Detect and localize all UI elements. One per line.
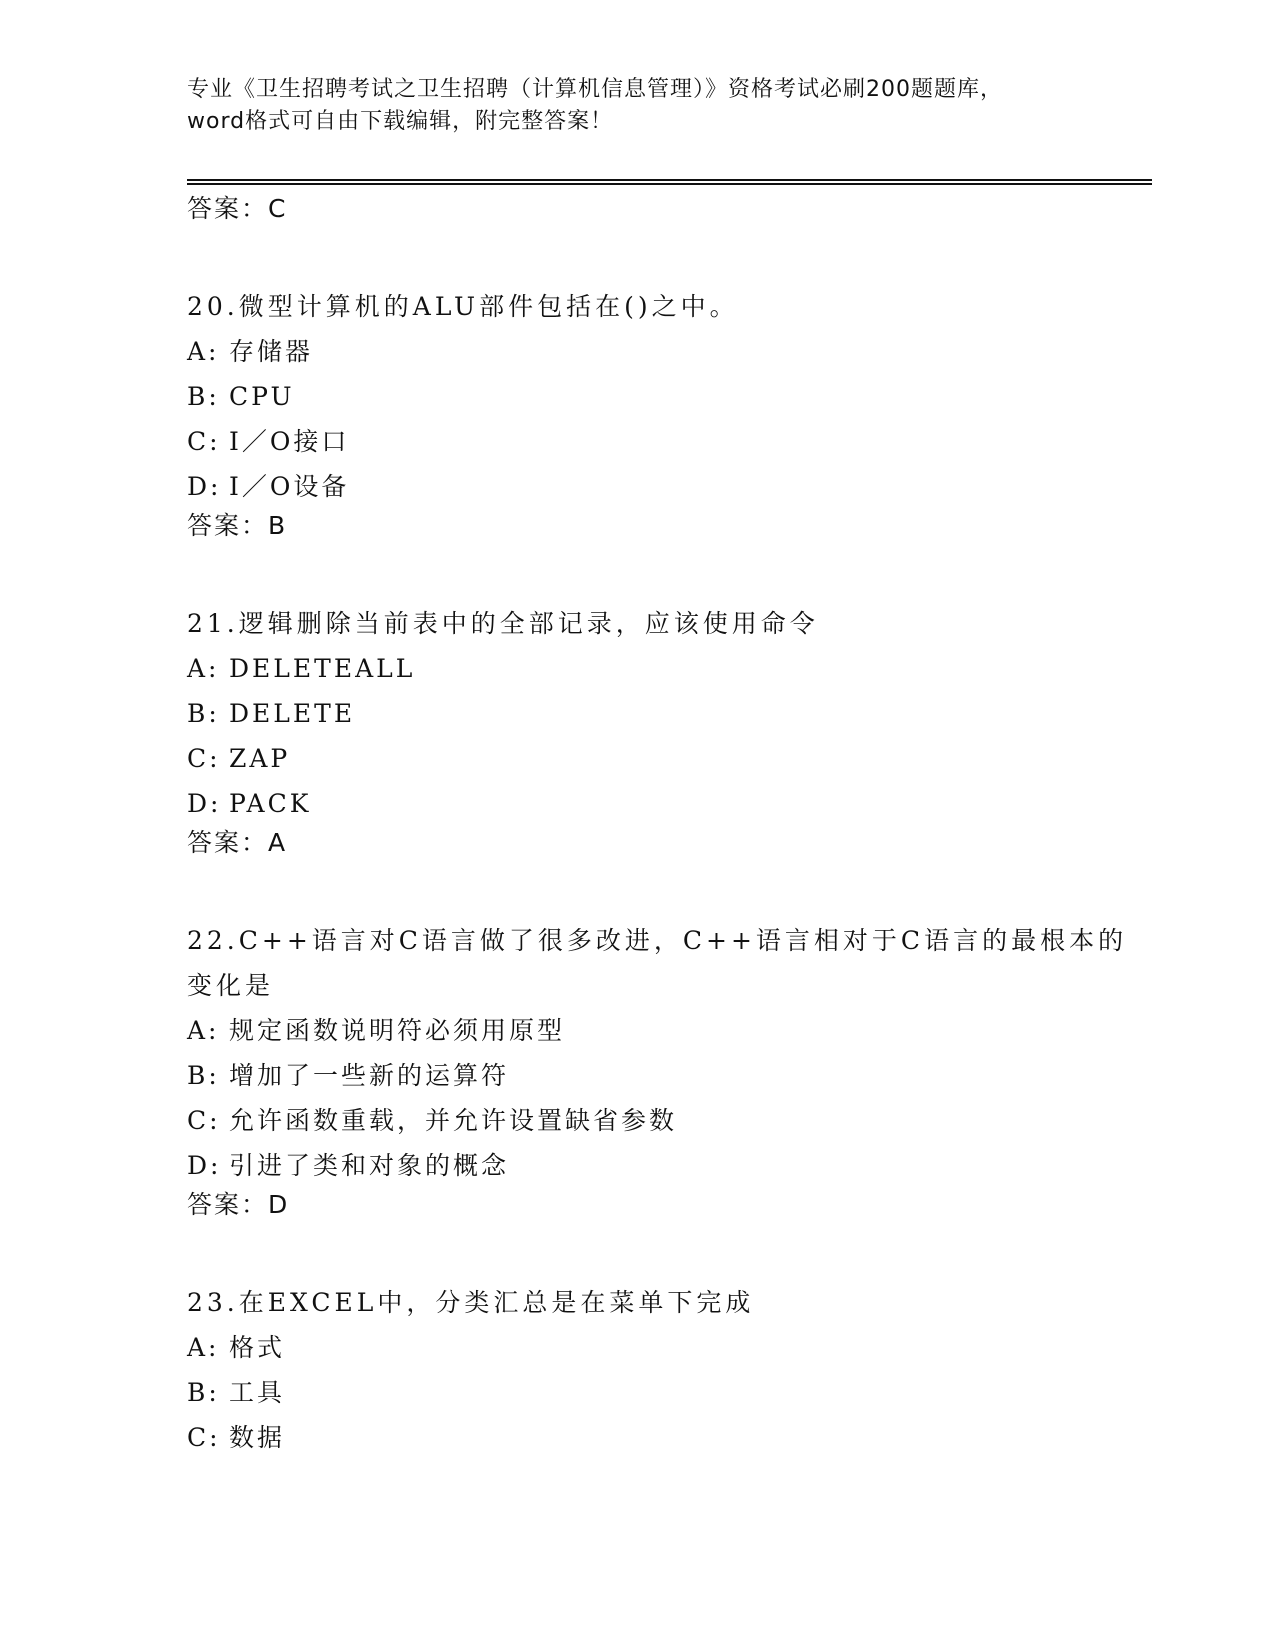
option-letter: D:	[187, 789, 222, 818]
option-b	[187, 1370, 1087, 1415]
option-text: I／O接口	[229, 427, 350, 456]
option-text: PACK	[229, 789, 312, 818]
spacer	[187, 543, 1087, 601]
option-text: 增加了一些新的运算符	[229, 1061, 510, 1090]
option-letter: B:	[187, 1061, 220, 1090]
option-d	[187, 1143, 1087, 1188]
question-stem: 23.在EXCEL中，分类汇总是在菜单下完成	[187, 1288, 755, 1317]
option-d	[187, 781, 1087, 826]
option-text: ZAP	[229, 744, 291, 773]
option-letter: C:	[187, 744, 221, 773]
option-b	[187, 374, 1087, 419]
option-letter: A:	[187, 1333, 220, 1362]
option-text: 存储器	[229, 337, 314, 366]
option-text: 格式	[229, 1333, 286, 1362]
spacer	[187, 226, 1087, 284]
option-letter: A:	[187, 654, 220, 683]
header-divider-bottom	[187, 183, 1152, 185]
question-list	[187, 192, 1128, 1460]
option-b	[187, 1053, 1087, 1098]
question-stem: 21.逻辑删除当前表中的全部记录，应该使用命令	[187, 609, 819, 638]
question-block	[187, 1280, 1087, 1460]
option-letter: C:	[187, 1423, 221, 1452]
header-divider-top	[187, 179, 1152, 181]
option-c	[187, 1415, 1087, 1460]
question-block	[187, 918, 1128, 1222]
document-header	[187, 74, 1087, 138]
answer-line: 答案：D	[187, 1190, 290, 1219]
option-c	[187, 1098, 1087, 1143]
option-text: CPU	[229, 382, 295, 411]
option-text: 允许函数重载，并允许设置缺省参数	[229, 1106, 678, 1135]
option-letter: D:	[187, 472, 222, 501]
option-a	[187, 1325, 1087, 1370]
answer-line: 答案：B	[187, 511, 288, 540]
option-a	[187, 646, 1087, 691]
header-line-2: word格式可自由下载编辑，附完整答案！	[187, 109, 614, 134]
option-text: DELETE	[229, 699, 356, 728]
option-c	[187, 419, 1087, 464]
option-letter: A:	[187, 1016, 220, 1045]
option-text: 引进了类和对象的概念	[229, 1151, 510, 1180]
option-letter: B:	[187, 382, 220, 411]
option-letter: C:	[187, 1106, 221, 1135]
option-text: 规定函数说明符必须用原型	[229, 1016, 566, 1045]
previous-answer: 答案：C	[187, 194, 288, 223]
option-a	[187, 1008, 1087, 1053]
option-text: DELETEALL	[229, 654, 416, 683]
question-block	[187, 601, 1087, 860]
option-d	[187, 464, 1087, 509]
question-stem: 22.C++语言对C语言做了很多改进，C++语言相对于C语言的最根本的	[187, 926, 1128, 955]
spacer	[187, 1222, 1087, 1280]
answer-line: 答案：A	[187, 828, 288, 857]
option-letter: D:	[187, 1151, 222, 1180]
header-line-1: 专业《卫生招聘考试之卫生招聘（计算机信息管理）》资格考试必刷200题题库，	[187, 77, 1003, 102]
option-letter: C:	[187, 427, 221, 456]
spacer	[187, 860, 1087, 918]
option-text: 工具	[229, 1378, 286, 1407]
option-a	[187, 329, 1087, 374]
question-block	[187, 284, 1087, 543]
option-text: 数据	[229, 1423, 286, 1452]
option-text: I／O设备	[229, 472, 350, 501]
option-letter: B:	[187, 1378, 220, 1407]
question-stem: 20.微型计算机的ALU部件包括在()之中。	[187, 292, 739, 321]
question-stem-continued: 变化是	[187, 971, 275, 1000]
option-b	[187, 691, 1087, 736]
option-letter: A:	[187, 337, 220, 366]
option-letter: B:	[187, 699, 220, 728]
option-c	[187, 736, 1087, 781]
